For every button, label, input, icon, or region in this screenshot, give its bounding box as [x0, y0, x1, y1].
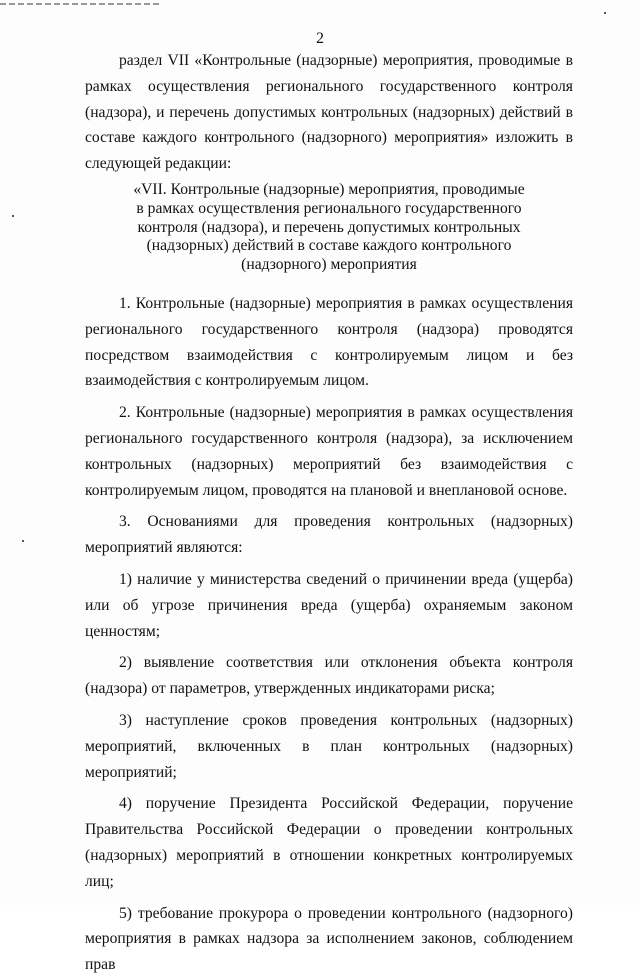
section-heading-line: в рамках осуществления регионального государственного: [136, 199, 522, 217]
paragraph-3: 3. Основаниями для проведения контрольных (надзорных) мероприятий являются:: [85, 513, 573, 557]
scan-edge-line: [0, 3, 160, 5]
section-heading-line: (надзорного) мероприятия: [241, 256, 417, 274]
scan-speck: [12, 215, 14, 217]
list-item-1: 1) наличие у министерства сведений о причинении вреда (ущерба) или об угрозе причинения вреда (ущерба) охраняемым законом ценностям;: [85, 570, 573, 640]
paragraph-2: 2. Контрольные (надзорные) мероприятия в рамках осуществления регионального государственного контроля (надзора), за исключением контрольных (надзорных) мероприятий без взаимодействия с контролируемым лицом, проводятся на плановой и внеплановой основе.: [85, 404, 573, 499]
scan-speck: [604, 12, 606, 14]
list-item-3: 3) наступление сроков проведения контрольных (надзорных) мероприятий, включенных в план контрольных (надзорных) мероприятий;: [85, 711, 573, 781]
list-item-2: 2) выявление соответствия или отклонения объекта контроля (надзора) от параметров, утвержденных индикаторами риска;: [85, 654, 573, 698]
paragraph-1: 1. Контрольные (надзорные) мероприятия в рамках осуществления регионального государственного контроля (надзора) проводятся посредством взаимодействия с контролируемым лицом и без взаимодействия с контролируемым лицом.: [85, 294, 573, 390]
page-number: 2: [316, 30, 324, 47]
scan-speck: [22, 540, 24, 542]
document-body: [85, 48, 573, 978]
section-heading-line: контроля (надзора), и перечень допустимых контрольных: [137, 218, 521, 236]
section-heading-line: (надзорных) действий в составе каждого контрольного: [146, 237, 512, 255]
list-item-4: 4) поручение Президента Российской Федерации, поручение Правительства Российской Федерации о проведении контрольных (надзорных) мероприятий в отношении конкретных контролируемых лиц;: [85, 795, 573, 890]
intro-paragraph: раздел VII «Контрольные (надзорные) мероприятия, проводимые в рамках осуществления регионального государственного контроля (надзора), и перечень допустимых контрольных (надзорных) действий в составе каждого контрольного (надзорного) мероприятия» изложить в следующей редакции:: [85, 52, 573, 173]
list-item-5: 5) требование прокурора о проведении контрольного (надзорного) мероприятия в рамках надзора за исполнением законов, соблюдением прав: [85, 904, 573, 974]
section-heading: [85, 181, 573, 275]
section-heading-line: «VII. Контрольные (надзорные) мероприятия, проводимые: [133, 180, 525, 198]
